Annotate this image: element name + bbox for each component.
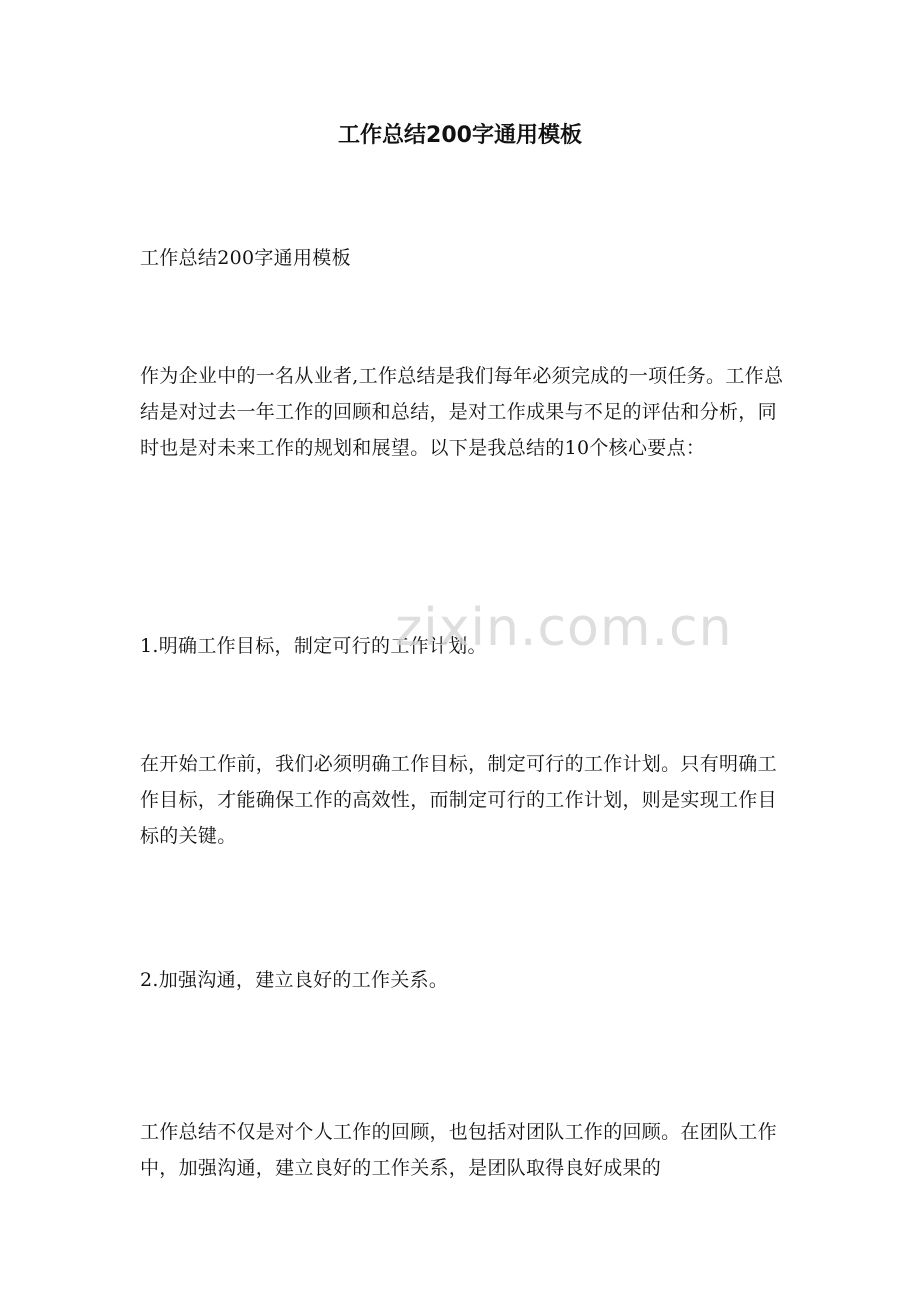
point-1-paragraph: 在开始工作前，我们必须明确工作目标，制定可行的工作计划。只有明确工作目标，才能确保工作的高效性，而制定可行的工作计划，则是实现工作目标的关键。 bbox=[140, 753, 777, 847]
subtitle-paragraph: 工作总结200字通用模板 bbox=[140, 247, 351, 269]
intro-paragraph: 作为企业中的一名从业者,工作总结是我们每年必须完成的一项任务。工作总结是对过去一年工作的回顾和总结，是对工作成果与不足的评估和分析，同时也是对未来工作的规划和展望。以下是我总结的10个核心要点： bbox=[140, 365, 784, 459]
point-1-heading: 1.明确工作目标，制定可行的工作计划。 bbox=[140, 635, 487, 657]
point-2-paragraph: 工作总结不仅是对个人工作的回顾，也包括对团队工作的回顾。在团队工作中，加强沟通，建立良好的工作关系，是团队取得良好成果的 bbox=[140, 1121, 777, 1179]
document-title: 工作总结200字通用模板 bbox=[338, 123, 582, 148]
point-2-heading: 2.加强沟通，建立良好的工作关系。 bbox=[140, 969, 449, 991]
watermark: zixin.com.cn bbox=[395, 598, 733, 658]
